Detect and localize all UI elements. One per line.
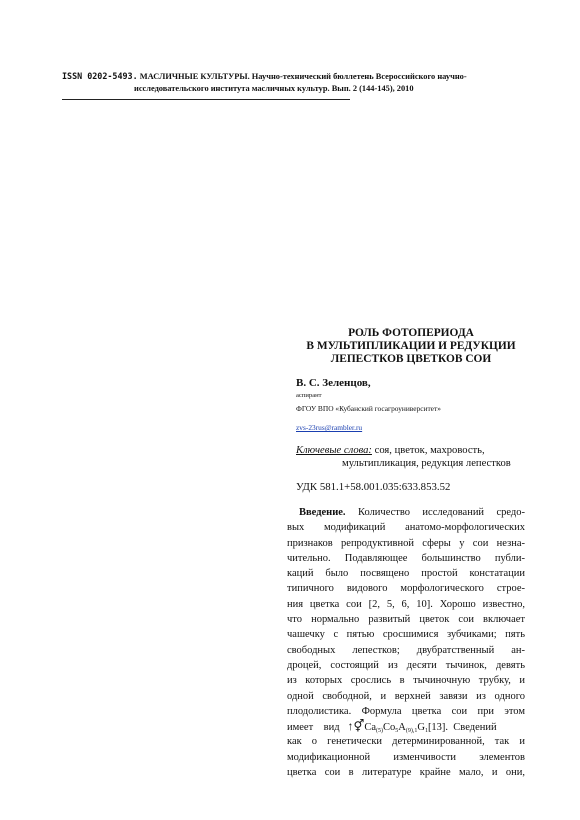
header-rule <box>62 99 350 100</box>
article-title <box>296 327 526 366</box>
body-line: ния цветка сои [2, 5, 6, 10]. Хорошо известно, <box>287 598 525 610</box>
zygomorphic-symbol-icon: ↑ <box>347 719 354 734</box>
header-line-1: МАСЛИЧНЫЕ КУЛЬТУРЫ. Научно-технический бюллетень Всероссийского научно- <box>137 72 467 81</box>
author-position: аспирант <box>296 392 322 399</box>
intro-label: Введение. <box>299 507 346 518</box>
body-line: чительно. Подавляющее большинство публи- <box>287 552 525 564</box>
bisexual-symbol-icon: ⚥ <box>353 719 365 734</box>
title-line-3: ЛЕПЕСТКОВ ЦВЕТКОВ СОИ <box>330 353 492 365</box>
udk-code: УДК 581.1+58.001.035:633.853.52 <box>296 481 451 493</box>
body-line: из которых срослись в тычиночную трубку, и <box>287 675 525 687</box>
body-line: типичного видового морфологического строе- <box>287 583 525 595</box>
body-line: дроцей, состоящий из десяти тычинок, девять <box>287 659 525 671</box>
body-line: что нормально развитый цветок сои включает <box>287 614 525 626</box>
title-line-1: РОЛЬ ФОТОПЕРИОДА <box>348 327 474 339</box>
body-line: свободных лепестков; двубратственный ан- <box>287 644 525 656</box>
author-email-link[interactable]: zvs-23rus@rambler.ru <box>296 423 363 432</box>
body-line: признаков репродуктивной сферы у сои незна- <box>287 537 525 549</box>
keywords-label: Ключевые слова: <box>296 445 372 456</box>
body-line: модификационной изменчивости элементов <box>287 751 525 763</box>
body-line: Введение. Количество исследований средо- <box>299 507 525 518</box>
body-line: каций было посвящено простой констатации <box>287 568 525 580</box>
header-line-2: исследовательского института масличных культур. Вып. 2 (144-145), 2010 <box>134 84 414 93</box>
author-name: В. С. Зеленцов, <box>296 377 371 389</box>
issn: ISSN 0202-5493. <box>62 71 138 81</box>
journal-header <box>62 70 532 95</box>
body-line: цветка сои в литературе крайне мало, и они, <box>287 767 525 779</box>
keywords <box>296 444 536 470</box>
body-line: как о генетически детерминированной, так и <box>287 736 525 748</box>
body-line: вых модификаций анатомо-морфологических <box>287 522 525 534</box>
article-body <box>287 505 525 780</box>
body-line: чашечку с пятью сросшимися зубчиками; пять <box>287 629 525 641</box>
body-line: одной свободной, и верхней завязи из одного <box>287 690 525 702</box>
flower-formula: $↑⚥Ca_{(5)}Co_5A_{(9),1}G_1$ <box>347 719 428 735</box>
title-line-2: В МУЛЬТИПЛИКАЦИИ И РЕДУКЦИИ <box>306 340 516 352</box>
author-organization: ФГОУ ВПО «Кубанский госагроуниверситет» <box>296 404 441 413</box>
formula-line: имеет вид $↑⚥Ca_{(5)}Co_5A_{(9),1}G_1[13]$. Сведений <box>287 719 497 735</box>
keywords-line-2: мультипликация, редукция лепестков <box>342 458 511 469</box>
body-line: плодолистика. Формула цветка сои при этом <box>287 705 525 717</box>
keywords-line-1: соя, цветок, махровость, <box>371 445 485 456</box>
